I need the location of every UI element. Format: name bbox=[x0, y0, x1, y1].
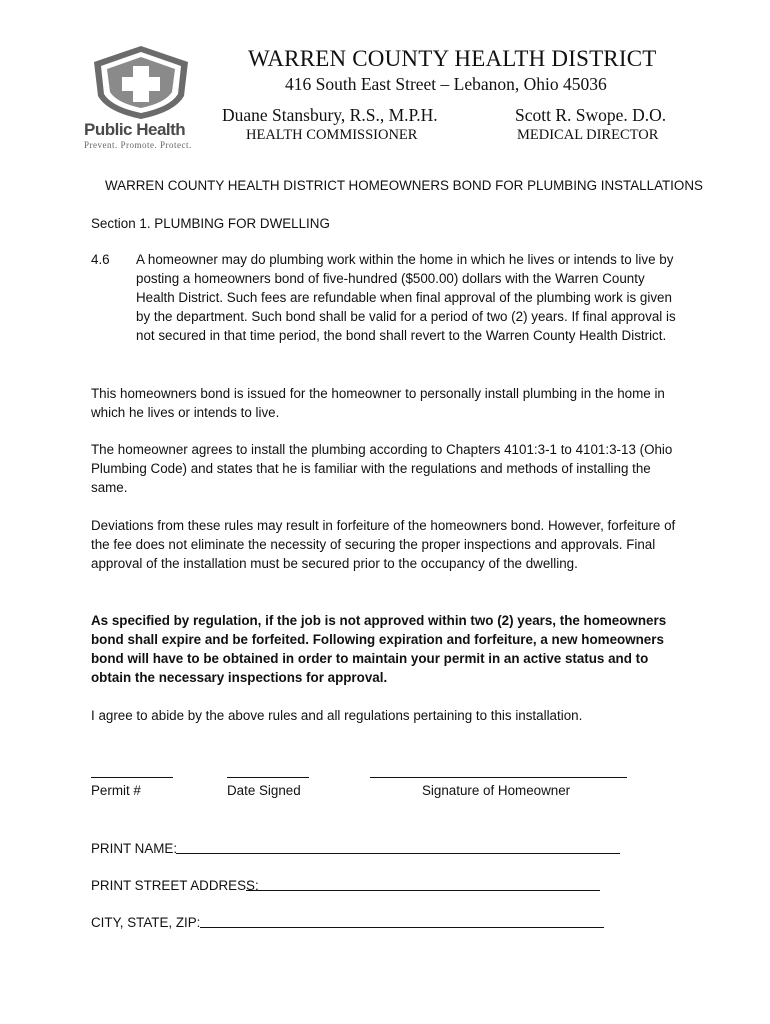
paragraph-deviations: Deviations from these rules may result in forfeiture of the homeowners bond. However, forfeiture of the fee does not eliminate the necessity of securing the proper inspections and approvals. Final approval of the installation must be secured prior to the occupancy of the dwelling. bbox=[91, 518, 676, 571]
paragraph-agreement: I agree to abide by the above rules and all regulations pertaining to this installation. bbox=[91, 708, 583, 723]
district-title: WARREN COUNTY HEALTH DISTRICT bbox=[248, 46, 657, 71]
date-signed-field[interactable] bbox=[227, 777, 309, 778]
paragraph-plumbing-code: The homeowner agrees to install the plumbing according to Chapters 4101:3-1 to 4101:3-13 (Ohio Plumbing Code) and states that he is familiar with the regulations and methods of installing the same. bbox=[91, 442, 673, 495]
cross-shield-icon bbox=[80, 44, 202, 120]
permit-number-field[interactable] bbox=[91, 777, 173, 778]
paragraph-expiration-notice: As specified by regulation, if the job is not approved within two (2) years, the homeowners bond shall expire and be forfeited. Following expiration and forfeiture, a new homeowners bond will have to be obtained in order to maintain your permit in an active status and to obtain the necessary inspections for approval. bbox=[91, 613, 667, 685]
director-name: Scott R. Swope. D.O. bbox=[515, 105, 667, 125]
commissioner-name: Duane Stansbury, R.S., M.P.H. bbox=[222, 105, 438, 125]
paragraph-bond-purpose: This homeowners bond is issued for the homeowner to personally install plumbing in the home in which he lives or intends to live. bbox=[91, 386, 665, 420]
signature-label: Signature of Homeowner bbox=[422, 783, 571, 798]
date-signed-label: Date Signed bbox=[227, 783, 301, 798]
street-address-label: PRINT STREET ADDRESS: bbox=[91, 878, 259, 893]
print-name-field[interactable] bbox=[176, 853, 620, 854]
district-address: 416 South East Street – Lebanon, Ohio 45036 bbox=[285, 74, 607, 94]
permit-number-label: Permit # bbox=[91, 783, 141, 798]
logo-tagline: Prevent. Promote. Protect. bbox=[84, 140, 192, 150]
street-address-field[interactable] bbox=[246, 890, 600, 891]
clause-text: A homeowner may do plumbing work within the home in which he lives or intends to live by posting a homeowners bond of five-hundred ($500.00) dollars with the Warren County Health District. Such fees are refundable when final approval of the plumbing work is given by the department. Such bond shall be valid for a period of two (2) years. If final approval is not secured in that time period, the bond shall revert to the Warren County Health District. bbox=[136, 252, 676, 343]
clause-number: 4.6 bbox=[91, 252, 110, 267]
section-heading: Section 1. PLUMBING FOR DWELLING bbox=[91, 216, 330, 231]
commissioner-title: HEALTH COMMISSIONER bbox=[246, 127, 418, 143]
city-state-zip-field[interactable] bbox=[200, 927, 604, 928]
homeowner-signature-field[interactable] bbox=[370, 777, 627, 778]
public-health-logo bbox=[80, 44, 202, 152]
city-state-zip-label: CITY, STATE, ZIP: bbox=[91, 915, 201, 930]
director-title: MEDICAL DIRECTOR bbox=[517, 127, 659, 143]
logo-name: Public Health bbox=[84, 120, 186, 139]
document-heading: WARREN COUNTY HEALTH DISTRICT HOMEOWNERS BOND FOR PLUMBING INSTALLATIONS bbox=[105, 178, 703, 193]
print-name-label: PRINT NAME: bbox=[91, 841, 178, 856]
